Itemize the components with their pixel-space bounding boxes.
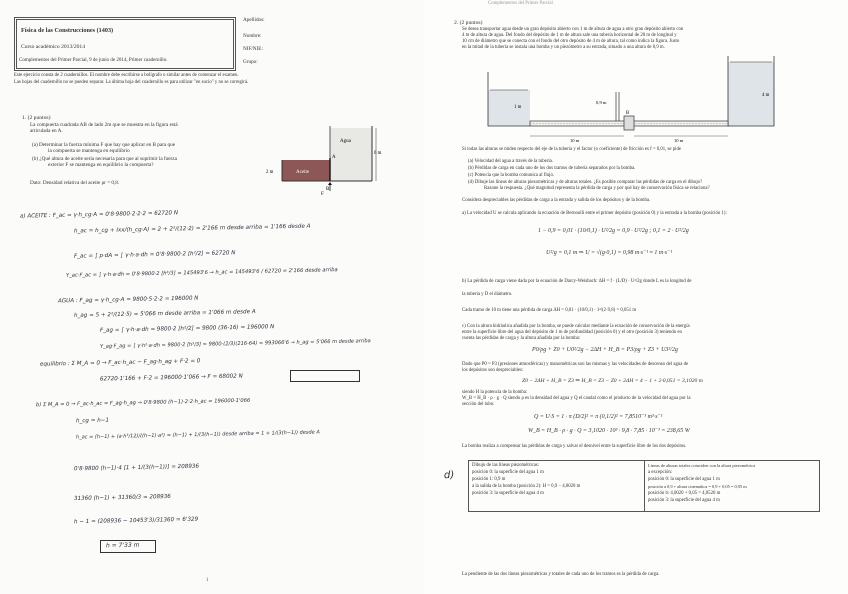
- pump-label: B: [626, 111, 630, 116]
- point-b-label: B: [326, 187, 330, 192]
- hw-line-1: a) ACEITE : F_ac = γ·h_cg·A = 0'8·9800·2·2·2 = 62720 N: [19, 210, 179, 220]
- lines-table-divider: [644, 460, 645, 512]
- hw-line-6: h_ag = 5 + 2²/(12·5) = 5'066 m desde arriba = 1'066 m desde A: [73, 309, 256, 319]
- instructions-line-1: Este ejercicio consta de 2 cuadernillos. El nombre debe escribirse a bolígrafo o similar antes de comenzar el examen.: [14, 73, 239, 78]
- table-right-row-3: posición b: 4,0020 + 0,05 = 4,0520 m: [648, 491, 721, 496]
- solution-c2-text-2: los depósitos son despreciables:: [462, 368, 524, 373]
- equation-2: U²/g = 0,1 m ⇒ U = √(g·0,1) = 0,98 m·s⁻¹ ≈ 1 m·s⁻¹: [546, 250, 672, 256]
- hw-line-2: h_ac = h_cg + Ixx/(h_cg·A) = 2 + 2²/(12·2) = 2'166 m desde arriba = 1'166 desde A: [73, 223, 311, 235]
- table-left-row-2: posición 1: 0,9 m: [472, 477, 506, 482]
- solution-c2-text-1: Dado que P0 = P3 (presiones atmosféricas) y manométricas son las mismas y las velocidades de descenso del agua de: [462, 362, 689, 367]
- equation-1: 1 − 0,9 = 0,01 · (10/0,1) · U²/2g = 0,9 · U²/2g ; 0,1 = 2 · U²/2g: [538, 228, 689, 234]
- solution-c-text-3: cuenta las pérdidas de carga y la altura añadida por la bomba:: [462, 336, 581, 341]
- problem-1-statement-1: La compuerta cuadrada AB de lado 2m que se muestra en la figura está: [30, 122, 178, 128]
- length-label-2: 10 m: [674, 138, 684, 143]
- hw-line-14: 0'8·9800 (h−1)·4 [1 + 1/(3(h−1))] = 208936: [73, 463, 200, 473]
- field-id: NIF/NIE:: [243, 46, 263, 52]
- problem-2-statement-4: en la mitad de la tubería se instala una bomba y un piezómetro a su entrada, situado a una altura de 0,9 m.: [462, 45, 665, 50]
- hw-line-4: Y_ac·F_ac = ∫ γ·h·a·dh = 0'8·9800·2 [h³/3] = 145493'6 → h_ac = 145493'6 / 62720 = 2'166 desde arriba: [65, 267, 338, 279]
- hw-line-5: AGUA : F_ag = γ·h_cg·A = 9800·5·2·2 = 196000 N: [57, 295, 199, 305]
- problem-2-statement-2: 4 m de altura de agua. Del fondo del depósito de 1 m de altura sale una tubería horizontal de 20 m de longitud y: [462, 33, 677, 38]
- solution-c-text-1: c) Con la altura hidráulica añadida por la bomba, se puede calcular mediante la ecuación de conservación de la energía: [462, 324, 690, 329]
- equation-5: Z0 − 2ΔH + H_B = Z3 ⇒ H_B = Z3 − Z0 + 2ΔH = 4 − 1 + 2·0,051 = 3,1020 m: [522, 378, 703, 384]
- gate-figure: [262, 120, 382, 200]
- solution-a-text: a) La velocidad U se calcula aplicando la ecuación de Bernoulli entre el primer depósito (posición 0) y la entrada a la bomba (posición 1):: [462, 211, 727, 216]
- problem-1-heading: 1. (2 puntos): [22, 115, 51, 121]
- table-right-row-4: posición 3: la superficie del agua 4 m: [648, 498, 720, 503]
- equation-3: Cada tramo de 10 m tiene una pérdida de carga ΔH = 0,01 · (10/0,1) · 1²/(2·9,8) = 0,051 m: [462, 308, 637, 313]
- hw-line-17: h = 7'33 m: [105, 541, 140, 550]
- table-left-row-3: a la salida de la bomba (posición 2): H = 0,9 − 4,0020 m: [472, 484, 581, 489]
- problem-2-heading: 2. (2 puntos): [454, 20, 483, 26]
- hw-line-8: Y_ag·F_ag = ∫ γ·h²·a·dh = 9800·2 [h³/3] = 9800·(2/3)(216-64) = 993066'6 → h_ag = 5'066 m desde arriba: [99, 338, 371, 350]
- problem-2-statement-1: Se desea transportar agua desde un gran depósito abierto con 1 m de altura de agua a otro gran depósito abierto con: [462, 27, 684, 32]
- problem-1-item-a-cont: la compuerta se mantenga en equilibrio: [48, 148, 130, 154]
- force-arrowhead: [328, 182, 332, 185]
- hw-line-11: b) Σ M_A = 0 → F_ac·h_ac = F_ag·h_ag → 0'8·9800 (h−1)·2·2·h_ac = 196000·1'066: [35, 397, 251, 409]
- closing-text: La pendiente de las dos líneas piezométricas y totales de cada uno de los tramos es la pérdida de carga.: [462, 572, 660, 577]
- left-tank-water: [488, 90, 530, 126]
- table-left-row-4: posición 3: la superficie del agua 4 m: [472, 491, 544, 496]
- hw-line-13: h_ac = (h−1) + (a·h³/12)/((h−1)·a²) = (h−1) + 1/(3(h−1)) desde arriba = 1 + 1/(3(h−1)) desde A: [75, 429, 320, 441]
- hw-line-10: 62720·1'166 + F·2 = 196000·1'066 → F = 68002 N: [99, 373, 243, 383]
- left-height-label: 1 m: [514, 105, 522, 110]
- right-height-label: 6 m: [374, 151, 382, 156]
- pipe-figure: [484, 52, 784, 144]
- course-title: Física de las Construcciones (1403): [21, 27, 114, 34]
- problem-1-data: Dato: Densidad relativa del aceite ρr = 0,8.: [30, 180, 120, 186]
- exam-page-right: [424, 0, 848, 594]
- hw-line-15: 31360 (h−1) + 31360/3 = 208936: [73, 493, 171, 503]
- left-height-label: 2 m: [266, 170, 274, 175]
- hw-line-7: F_ag = ∫ γ·h·a·dh = 9800·2 [h²/2] = 9800 (36-16) = 196000 N: [99, 324, 275, 334]
- right-height-label: 4 m: [762, 93, 770, 98]
- solution-b-text-2: la tubería y D el diámetro.: [462, 292, 513, 297]
- table-right-row-1: posición 0: la superficie del agua 1 m: [648, 477, 720, 482]
- pump-box: [624, 116, 634, 130]
- length-label-1: 10 m: [570, 138, 580, 143]
- water-fill: [330, 128, 372, 181]
- water-label: Agua: [340, 139, 351, 144]
- table-right-subtitle: a excepción:: [648, 470, 673, 475]
- equation-7: W_B = H_B · ρ · g · Q = 3,1020 · 10³ · 9,8 · 7,85 · 10⁻³ = 238,65 W: [528, 428, 690, 434]
- hw-line-16: h − 1 = (208936 − 10453'3)/31360 = 6'329: [73, 516, 199, 526]
- problem-1-item-b: (b) ¿Qué altura de aceite sería necesaria para que al suprimir la fuerza: [32, 156, 177, 162]
- point-a-label: A: [332, 155, 336, 160]
- problem-2-note: Considera despreciables las pérdidas de carga a la entrada y salida de los depósitos y de la bomba.: [462, 198, 651, 203]
- problem-1-item-b-cont: exterior F se mantenga en equilibrio la compuerta?: [48, 162, 154, 168]
- problem-2-item-a: (a) Velocidad del agua a través de la tubería.: [468, 159, 554, 164]
- instructions-line-2: Las hojas del cuadernillo no se pueden separar. La última hoja del cuadernillo es para utilizar "en sucio" y no se corregirá.: [14, 80, 249, 85]
- field-group: Grupo:: [243, 59, 258, 65]
- page-number-left: 1: [206, 578, 209, 583]
- exam-description: Complementos del Primer Parcial, 9 de junio de 2014, Primer cuadernillo.: [19, 58, 168, 63]
- piezometer-label: 0,9 m: [596, 100, 607, 105]
- problem-2-item-c: (c) Potencia que la bomba comunica al flujo.: [468, 173, 555, 178]
- equation-6: Q = U·S = 1 · π (D/2)² = π (0,1/2)² = 7,8510⁻³ m³·s⁻¹: [534, 414, 663, 420]
- problem-2-assumptions: Si todas las alturas se miden respecto del eje de la tubería y el factor (o coeficiente) de fricción es f = 0,01, se pide: [462, 147, 682, 152]
- field-name: Nombre:: [243, 33, 262, 39]
- course-year: Curso académico 2013/2014: [21, 44, 86, 50]
- problem-2-item-d-cont: Razone la respuesta. ¿Qué magnitud representa la pérdida de carga y por qué hay de conservación física se relaciona?: [484, 186, 710, 191]
- right-top-note: Complementos del Primer Parcial: [488, 1, 553, 6]
- problem-1-item-a: (a) Determinar la fuerza mínima F que hay que aplicar en B para que: [32, 142, 176, 148]
- hw-answer-box-a: [290, 370, 360, 382]
- solution-c3-text-2: W_B = H_B · ρ · g · Q siendo ρ es la densidad del agua y Q el caudal como el producto de la velocidad del agua por la: [462, 396, 691, 401]
- solution-c3-text-3: sección del tubo:: [462, 402, 495, 407]
- equation-4: P0/ρg + Z0 + U0²/2g − 2ΔH + H_B = P3/ρg + Z3 + U3²/2g: [532, 347, 678, 353]
- table-right-title: Líneas de alturas totales coinciden con la altura piezométrica: [648, 463, 756, 468]
- problem-2-item-d: (d) Dibuje las líneas de alturas piezométricas y de alturas totales. ¿Es posible comparar las pérdidas de carga en el dibujo?: [468, 180, 703, 185]
- table-right-row-2: posición a 0,9 + altura cinemática = 0,9 + 0,05 = 0,95 m: [648, 484, 747, 489]
- problem-2-item-b: (b) Pérdidas de carga en cada uno de los dos tramos de tubería separados por la bomba.: [468, 166, 636, 171]
- problem-1-statement-2: articulada en A.: [30, 128, 63, 134]
- table-left-row-1: posición 0: la superficie del agua 1 m: [472, 470, 544, 475]
- table-left-title: Dibujo de las líneas piezométricas:: [472, 463, 540, 468]
- solution-c3-text-1: siendo H la potencia de la bomba:: [462, 390, 528, 395]
- solution-c-text-2: entre la superficie libre del agua del depósito de 1 m de profundidad (posición 0) y el otro (posición 3) teniendo en: [462, 330, 682, 335]
- solution-b-text-1: b) La pérdida de carga viene dada por la ecuación de Darcy-Weisbach: ΔH = f · (L/D) · U²/2g donde L es la longitud de: [462, 279, 692, 284]
- solution-d-text: La bomba realiza a compensar las pérdidas de carga y salvar el desnivel entre la superficie libre de los dos depósitos.: [462, 444, 687, 449]
- oil-label: Aceite: [296, 170, 310, 175]
- handwritten-d-marker: d): [443, 469, 455, 482]
- hw-line-9: equilibrio : Σ M_A = 0 → F_ac·h_ac − F_ag·h_ag + F·2 = 0: [39, 358, 201, 368]
- problem-2-statement-3: 10 cm de diámetro que se conecta con el fondo del otro depósito de 4 m de altura, tal como indica la figura. Justo: [462, 39, 680, 44]
- hw-line-12: h_cg = h−1: [75, 417, 110, 425]
- hw-line-3: F_ac = ∫ p·dA = ∫ γ·h·a·dh = 0'8·9800·2 [h²/2] = 62720 N: [73, 250, 236, 260]
- field-surname: Apellidos:: [243, 17, 265, 23]
- force-label: F: [321, 192, 324, 197]
